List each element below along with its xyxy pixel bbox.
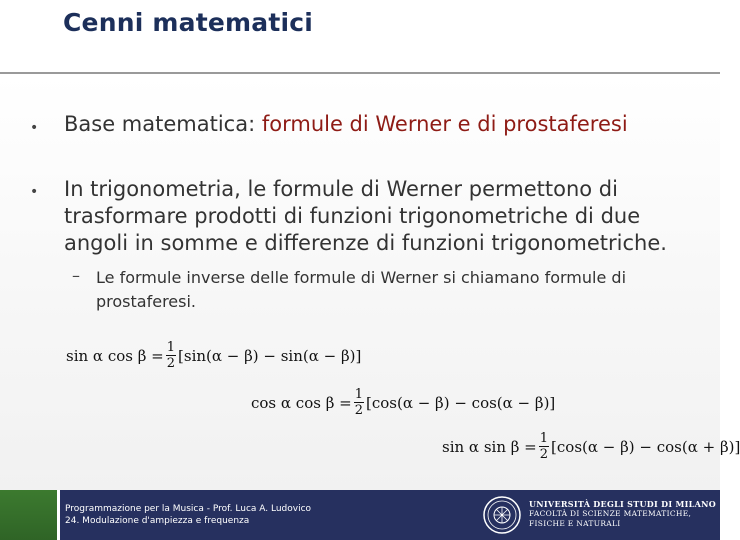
footer-separator: [57, 490, 60, 540]
footer-course-info: [65, 503, 311, 527]
bullet-highlight: formule di Werner e di prostaferesi: [261, 112, 628, 136]
formula-sin-cos: [66, 340, 361, 371]
fraction-numerator: 1: [166, 340, 176, 355]
fraction-denominator: 2: [539, 447, 549, 462]
slide-footer: [0, 490, 720, 540]
fraction-denominator: 2: [166, 356, 176, 371]
university-seal-icon: [482, 495, 522, 535]
sub-bullet-marker: –: [72, 266, 80, 285]
university-line: UNIVERSITÀ DEGLI STUDI DI MILANO: [529, 499, 716, 509]
faculty-line: FISICHE E NATURALI: [529, 519, 621, 528]
formula-lhs: sin α cos β =: [66, 346, 164, 365]
fraction-numerator: 1: [354, 387, 363, 402]
formula-fraction: [166, 340, 176, 371]
footer-lecture-line: 24. Modulazione d'ampiezza e frequenza: [65, 516, 250, 526]
bullet-trigonometria: In trigonometria, le formule di Werner permettono di trasformare prodotti di funzioni trigonometriche di due angoli in somme e differenze di funzioni trigonometriche.: [64, 177, 667, 255]
bullet-marker: •: [30, 120, 39, 136]
footer-course-line: Programmazione per la Musica - Prof. Luca A. Ludovico: [65, 504, 312, 514]
faculty-line: FACOLTÀ DI SCIENZE MATEMATICHE,: [529, 509, 692, 518]
formula-rhs: [cos(α − β) − cos(α + β)]: [551, 437, 740, 456]
formula-rhs: [cos(α − β) − cos(α − β)]: [365, 393, 556, 412]
formula-sin-sin: [442, 431, 740, 462]
formula-fraction: [539, 431, 549, 462]
fraction-denominator: 2: [354, 403, 363, 418]
bullet-marker: •: [30, 184, 39, 200]
formula-lhs: cos α cos β =: [251, 393, 352, 412]
formula-cos-cos: [251, 387, 555, 418]
footer-accent-block: [0, 490, 57, 540]
sub-bullet-prostaferesi: Le formule inverse delle formule di Werner si chiamano formule di prostaferesi.: [96, 268, 627, 311]
formula-lhs: sin α sin β =: [442, 437, 537, 456]
formula-fraction: [354, 387, 364, 418]
title-divider: [0, 72, 720, 74]
slide-title: Cenni matematici: [63, 8, 314, 37]
bullet-prefix: Base matematica:: [64, 112, 262, 136]
bullet-base-matematica: [64, 111, 628, 138]
fraction-numerator: 1: [539, 431, 549, 446]
formula-rhs: [sin(α − β) − sin(α − β)]: [178, 346, 362, 365]
university-name: [529, 499, 716, 529]
